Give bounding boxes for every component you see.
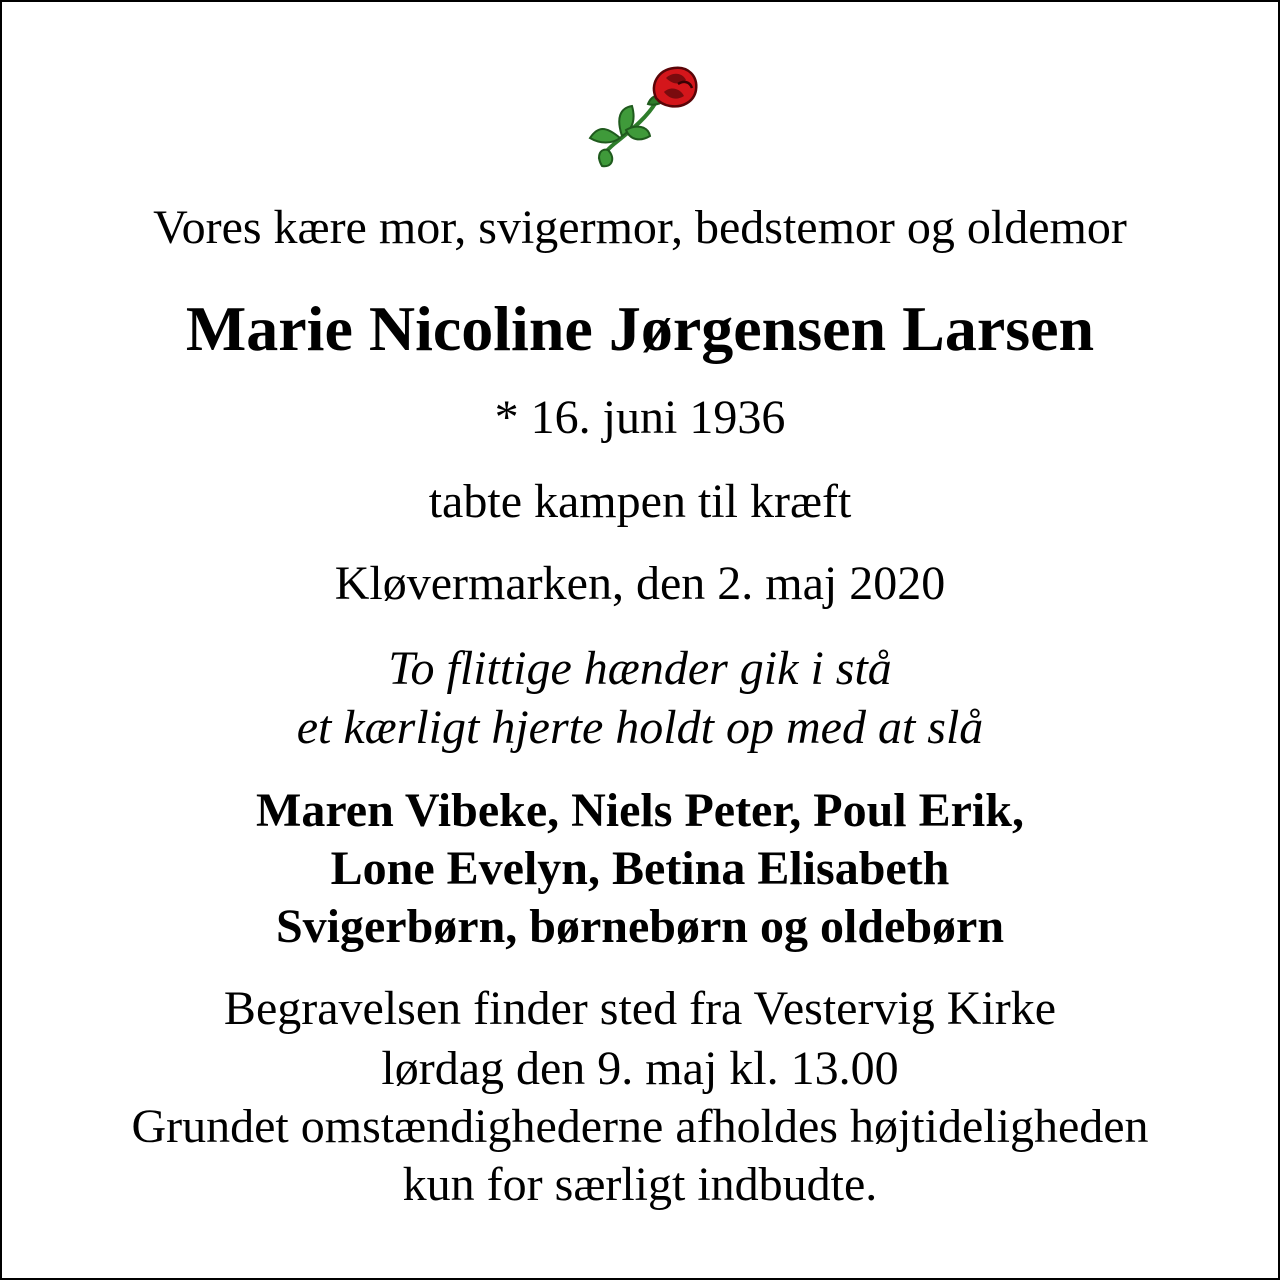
funeral-line: kun for særligt indbudte. [402,1158,878,1211]
rose-icon [586,64,702,172]
family-line: Lone Evelyn, Betina Elisabeth [330,842,950,895]
funeral-line: lørdag den 9. maj kl. 13.00 [381,1042,899,1095]
funeral-line: Grundet omstændighederne afholdes højtideligheden [131,1100,1149,1153]
family-line: Svigerbørn, børnebørn og oldebørn [275,900,1005,953]
deceased-name: Marie Nicoline Jørgensen Larsen [185,293,1095,364]
verse-line: et kærligt hjerte holdt op med at slå [296,701,984,754]
intro-line: Vores kære mor, svigermor, bedstemor og oldemor [153,201,1127,254]
funeral-line: Begravelsen finder sted fra Vestervig Kirke [223,982,1057,1035]
place-date-line: Kløvermarken, den 2. maj 2020 [334,557,946,610]
verse-line: To flittige hænder gik i stå [388,642,892,695]
family-line: Maren Vibeke, Niels Peter, Poul Erik, [256,784,1024,837]
birth-date: * 16. juni 1936 [494,391,786,444]
cause-line: tabte kampen til kræft [428,475,852,528]
